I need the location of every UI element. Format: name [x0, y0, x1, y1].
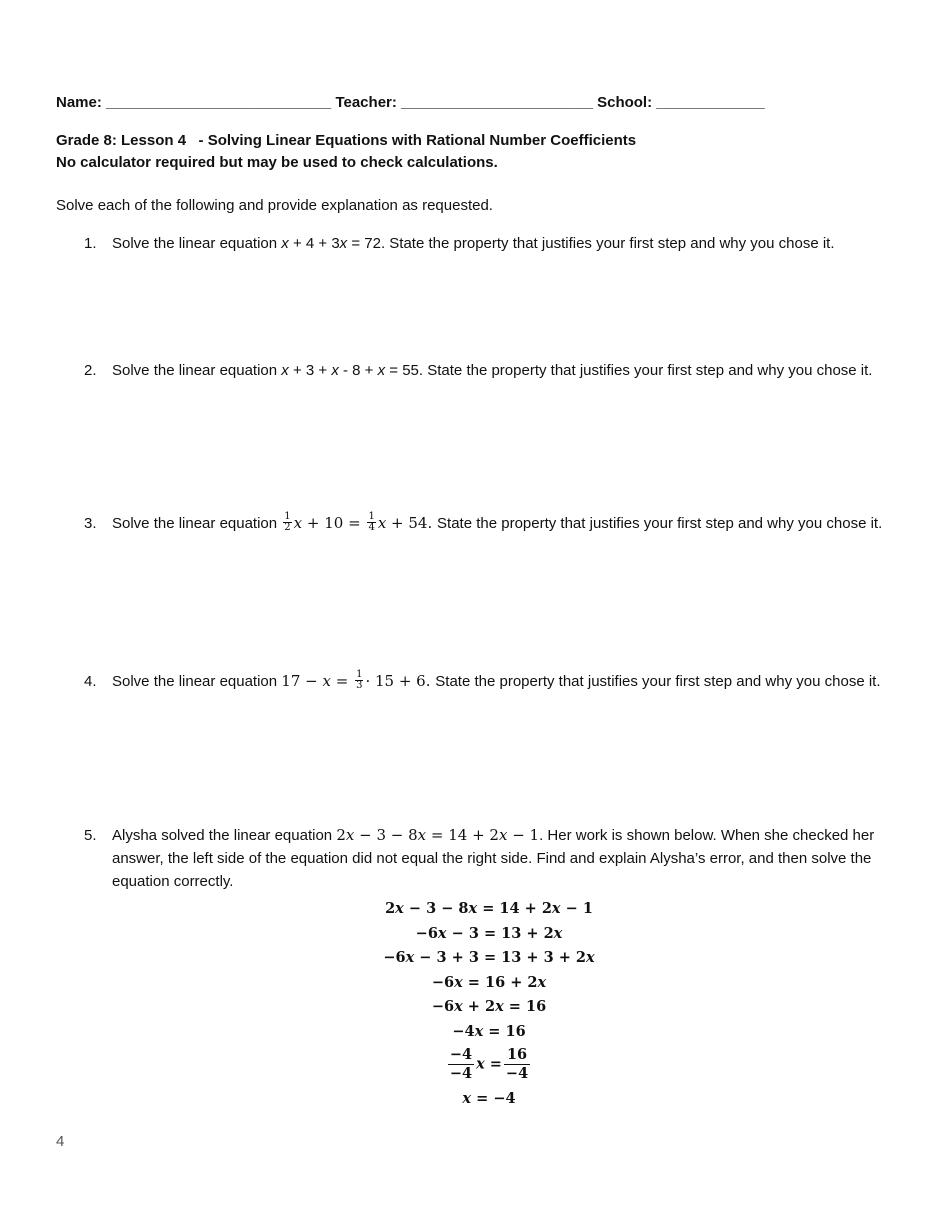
problem-5	[84, 824, 894, 893]
lesson-title	[56, 130, 636, 174]
equation-end: · 15 + 6.	[365, 672, 436, 690]
problem-tail: State the property that justifies your first step and why you chose it.	[427, 362, 873, 379]
problem-1	[84, 232, 894, 255]
fraction: $\frac{1}{4}$	[368, 510, 375, 533]
name-label: Name:	[56, 94, 102, 111]
work-step: −6x + 2x = 16	[431, 998, 547, 1015]
problem-tail: State the property that justifies your first step and why you chose it.	[437, 515, 883, 532]
teacher-label: Teacher:	[335, 94, 397, 111]
problem-text	[112, 359, 894, 382]
teacher-blank: _______________________	[401, 94, 593, 111]
work-step: −6x = 16 + 2x	[431, 974, 547, 991]
work-step-fraction	[0, 1046, 950, 1083]
problem-lead: Alysha solved the linear equation	[112, 827, 333, 844]
problem-equation: 2x − 3 − 8x = 14 + 2x − 1	[336, 826, 540, 844]
fraction-middle: x =	[476, 1055, 502, 1073]
problem-2	[84, 359, 894, 382]
name-blank: ___________________________	[106, 94, 332, 111]
problem-number: 3.	[84, 515, 97, 532]
equation-end: x + 54.	[377, 514, 438, 532]
problem-lead: Solve the linear equation	[112, 235, 278, 252]
problem-text	[112, 668, 894, 695]
page-number: 4	[56, 1133, 65, 1150]
equation-middle: x + 10 =	[293, 514, 366, 532]
work-step: −4x = 16	[452, 1023, 526, 1040]
lesson-title-line: Grade 8: Lesson 4 - Solving Linear Equations with Rational Number Coefficients	[56, 132, 637, 149]
school-blank: _____________	[656, 94, 765, 111]
problem-equation: x + 3 + x - 8 + x = 55.	[281, 362, 424, 379]
calculator-note: No calculator required but may be used to check calculations.	[56, 154, 498, 171]
problem-equation	[281, 510, 438, 533]
problem-equation	[281, 668, 436, 691]
problem-text	[112, 510, 894, 537]
problem-number: 1.	[84, 235, 97, 252]
fraction: $\frac{1}{3}$	[356, 668, 363, 691]
problem-text	[112, 232, 894, 255]
school-label: School:	[597, 94, 653, 111]
problem-lead: Solve the linear equation	[112, 673, 278, 690]
equation-start: 17 − x =	[281, 672, 354, 690]
student-info-header	[56, 94, 765, 111]
fraction: $\frac{-4}{-4}$	[449, 1046, 473, 1082]
problem-3	[84, 510, 894, 537]
problem-number: 4.	[84, 673, 97, 690]
problem-4	[84, 668, 894, 695]
problem-number: 5.	[84, 827, 97, 844]
fraction: $\frac{16}{-4}$	[505, 1046, 529, 1082]
work-step: −6x − 3 + 3 = 13 + 3 + 2x	[383, 949, 595, 966]
problem-tail: . Her work is shown below. When she checked her answer, the left side of the equation did not equal the right side. Find and explain Alysha’s error, and then solve the equation correctly.	[112, 827, 875, 890]
problem-equation: x + 4 + 3x = 72.	[281, 235, 386, 252]
problem-lead: Solve the linear equation	[112, 362, 278, 379]
problem-tail: State the property that justifies your first step and why you chose it.	[389, 235, 835, 252]
problem-tail: State the property that justifies your first step and why you chose it.	[435, 673, 881, 690]
work-step: −6x − 3 = 13 + 2x	[415, 925, 563, 942]
work-step: 2x − 3 − 8x = 14 + 2x − 1	[385, 900, 593, 917]
work-step: x = −4	[462, 1090, 516, 1107]
fraction: $\frac{1}{2}$	[284, 510, 291, 533]
instructions: Solve each of the following and provide explanation as requested.	[56, 197, 493, 214]
problem-number: 2.	[84, 362, 97, 379]
problem-lead: Solve the linear equation	[112, 515, 278, 532]
problem-text	[112, 824, 894, 893]
